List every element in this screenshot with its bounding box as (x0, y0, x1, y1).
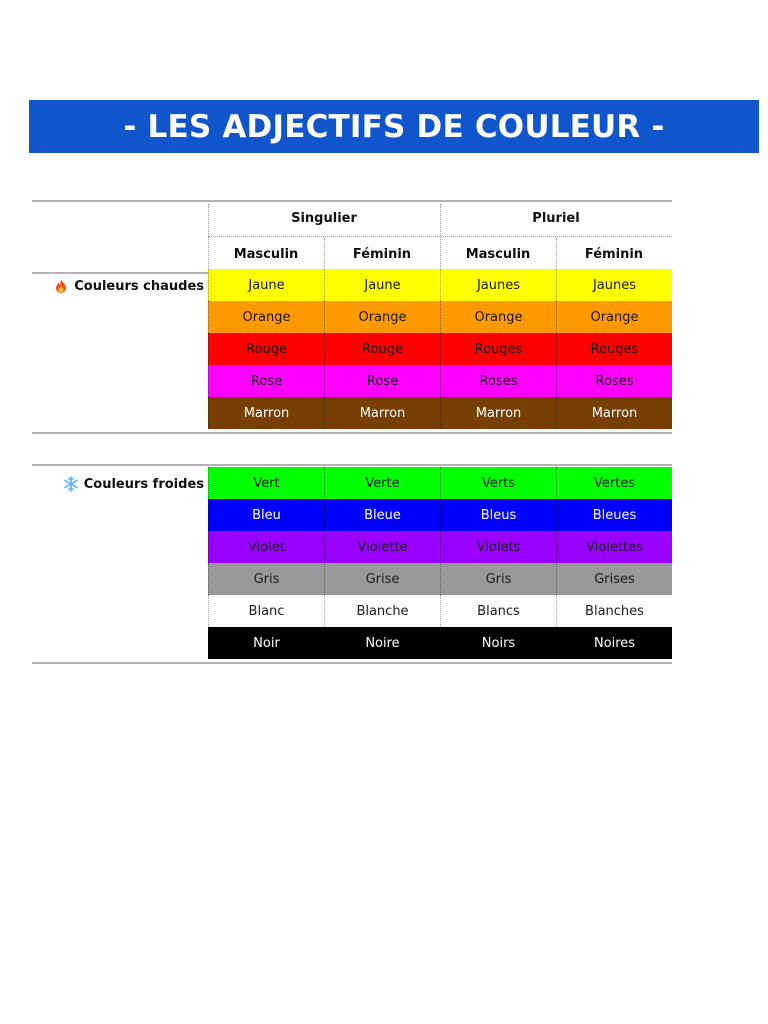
header-plural: Pluriel (532, 210, 580, 226)
table-cell: Violette (324, 531, 440, 563)
table-cell: Orange (324, 301, 440, 333)
table-cell: Jaunes (440, 269, 556, 301)
table-cell: Roses (440, 365, 556, 397)
table-row (208, 531, 672, 563)
table-cell: Noirs (440, 627, 556, 659)
category-label-warm (32, 272, 204, 300)
table-row (208, 397, 672, 429)
category-warm-label: Couleurs chaudes (74, 278, 204, 294)
table-cell: Bleus (440, 499, 556, 531)
table-cell: Blanche (324, 595, 440, 627)
table-cell: Violets (440, 531, 556, 563)
table-cell: Rose (324, 365, 440, 397)
table-cell: Marron (556, 397, 672, 429)
table-cell: Orange (556, 301, 672, 333)
fire-icon (53, 278, 69, 294)
table-cell: Verts (440, 467, 556, 499)
header-singular: Singulier (291, 210, 357, 226)
page-title: - LES ADJECTIFS DE COULEUR - (29, 100, 759, 153)
table-cell: Grises (556, 563, 672, 595)
category-label-cool (32, 470, 204, 498)
table-cell: Jaune (208, 269, 324, 301)
table-cell: Gris (208, 563, 324, 595)
table-row (208, 563, 672, 595)
table-cell: Noire (324, 627, 440, 659)
table-cell: Orange (440, 301, 556, 333)
table-cell: Violettes (556, 531, 672, 563)
table-cell: Jaunes (556, 269, 672, 301)
table-header (32, 200, 672, 274)
header-col-fem-sing: Féminin (352, 246, 412, 262)
table-cell: Gris (440, 563, 556, 595)
table-cell: Bleue (324, 499, 440, 531)
table-row (208, 365, 672, 397)
table-row (208, 333, 672, 365)
section-cool-colors (32, 464, 672, 664)
snowflake-icon (63, 476, 79, 492)
table-cell: Orange (208, 301, 324, 333)
table-cell: Jaune (324, 269, 440, 301)
table-cell: Bleues (556, 499, 672, 531)
table-row (208, 627, 672, 659)
category-cool-label: Couleurs froides (83, 476, 204, 492)
header-col-masc-sing: Masculin (233, 246, 299, 262)
header-col-masc-plur: Masculin (465, 246, 531, 262)
table-row (208, 269, 672, 301)
table-cell: Vert (208, 467, 324, 499)
table-cell: Rouges (440, 333, 556, 365)
table-cell: Rouges (556, 333, 672, 365)
table-cell: Grise (324, 563, 440, 595)
table-cell: Verte (324, 467, 440, 499)
section-warm-colors (32, 268, 672, 434)
table-cell: Noires (556, 627, 672, 659)
table-cell: Violet (208, 531, 324, 563)
table-row (208, 467, 672, 499)
table-cell: Roses (556, 365, 672, 397)
table-row (208, 499, 672, 531)
table-cell: Blancs (440, 595, 556, 627)
table-cell: Blanc (208, 595, 324, 627)
table-cell: Noir (208, 627, 324, 659)
table-cell: Marron (324, 397, 440, 429)
table-cell: Blanches (556, 595, 672, 627)
table-cell: Vertes (556, 467, 672, 499)
header-col-fem-plur: Féminin (584, 246, 644, 262)
table-cell: Rouge (324, 333, 440, 365)
table-cell: Marron (440, 397, 556, 429)
table-row (208, 595, 672, 627)
table-cell: Marron (208, 397, 324, 429)
table-cell: Rose (208, 365, 324, 397)
table-cell: Bleu (208, 499, 324, 531)
table-row (208, 301, 672, 333)
table-cell: Rouge (208, 333, 324, 365)
